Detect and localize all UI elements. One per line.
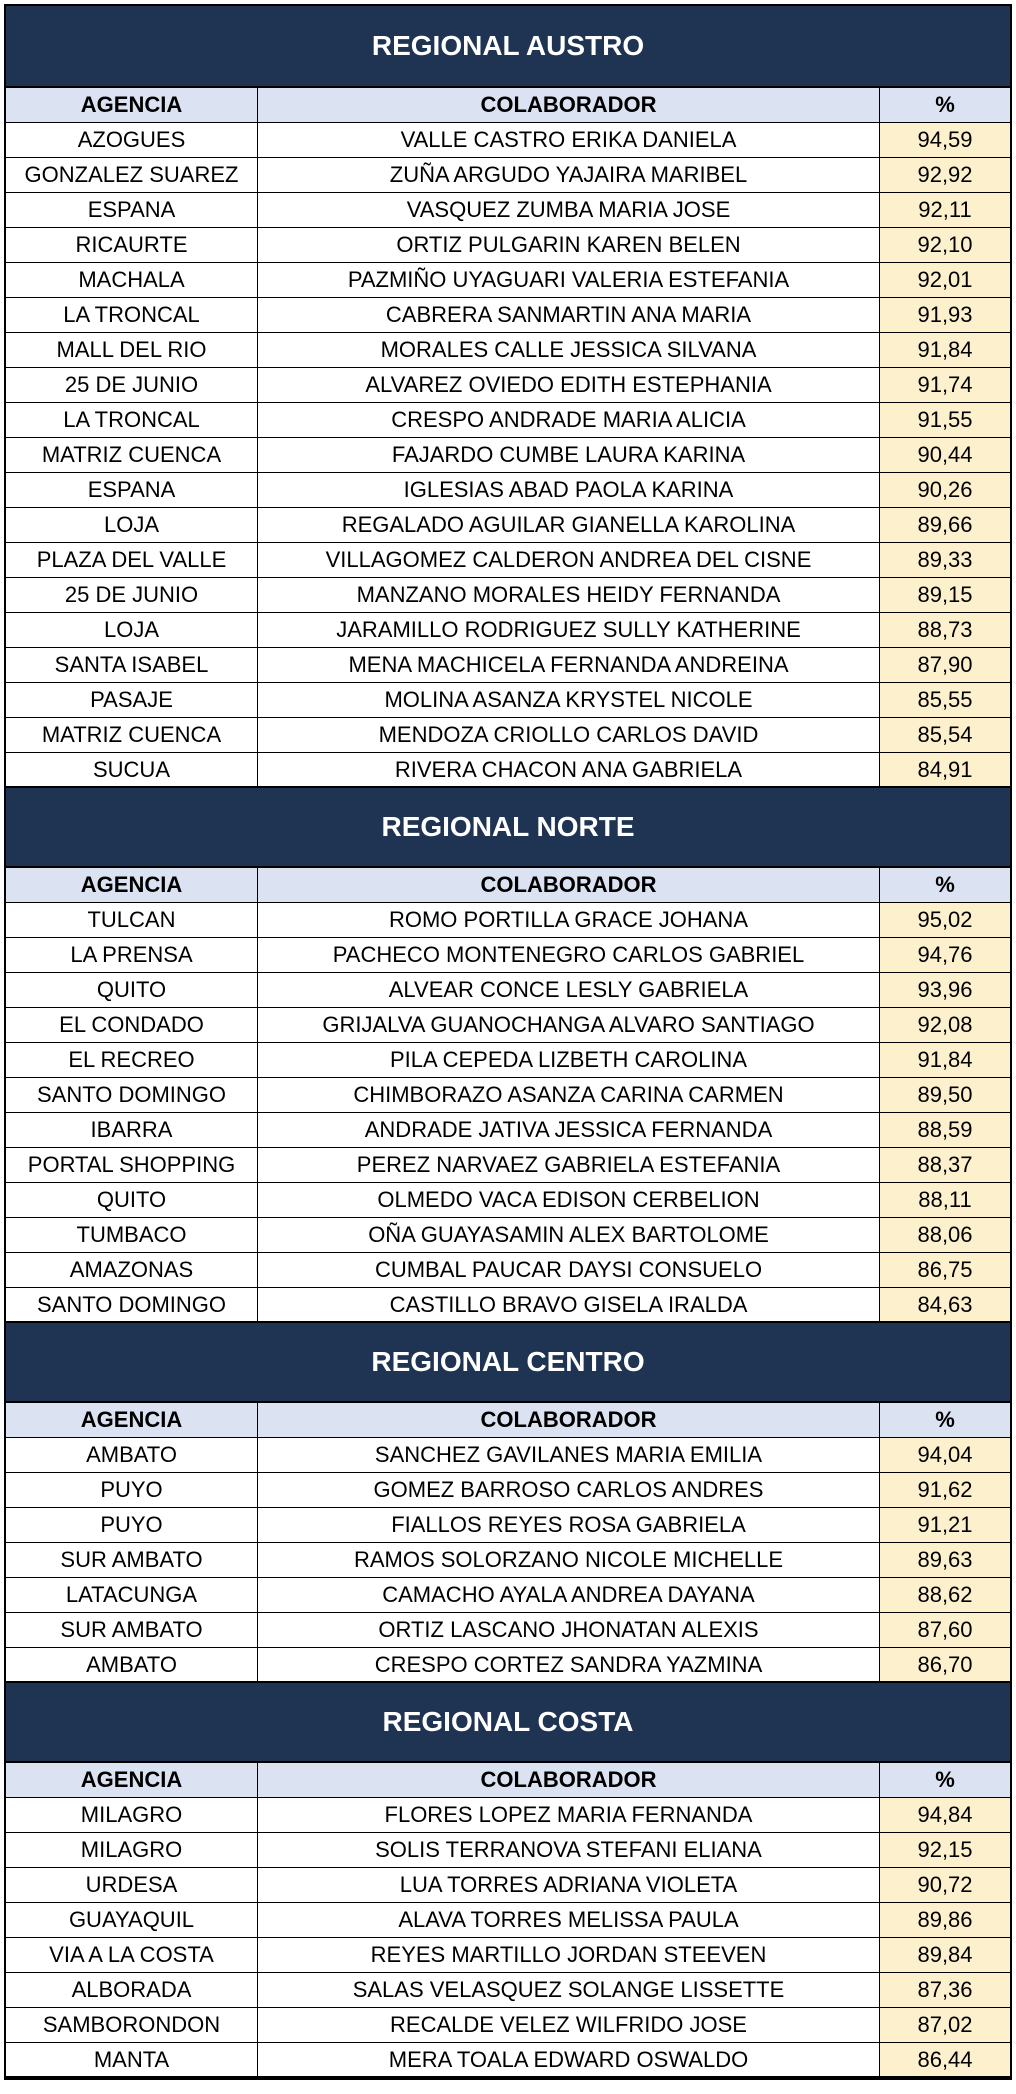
table-row — [6, 613, 1010, 648]
agencia-cell: MILAGRO — [6, 1798, 258, 1832]
colaborador-cell: RIVERA CHACON ANA GABRIELA — [258, 753, 880, 786]
percent-cell: 86,75 — [880, 1253, 1010, 1287]
agencia-cell: QUITO — [6, 973, 258, 1007]
agencia-cell: RICAURTE — [6, 228, 258, 262]
colaborador-cell: SOLIS TERRANOVA STEFANI ELIANA — [258, 1833, 880, 1867]
table-row — [6, 753, 1010, 788]
colaborador-cell: JARAMILLO RODRIGUEZ SULLY KATHERINE — [258, 613, 880, 647]
agencia-cell: GONZALEZ SUAREZ — [6, 158, 258, 192]
colaborador-cell: OLMEDO VACA EDISON CERBELION — [258, 1183, 880, 1217]
percent-cell: 91,55 — [880, 403, 1010, 437]
colaborador-cell: CRESPO ANDRADE MARIA ALICIA — [258, 403, 880, 437]
colaborador-cell: GOMEZ BARROSO CARLOS ANDRES — [258, 1473, 880, 1507]
region-title: REGIONAL CENTRO — [6, 1323, 1010, 1403]
colaborador-cell: ALVAREZ OVIEDO EDITH ESTEPHANIA — [258, 368, 880, 402]
table-row — [6, 1438, 1010, 1473]
percent-cell: 91,84 — [880, 1043, 1010, 1077]
table-row — [6, 263, 1010, 298]
header-percent: % — [880, 1403, 1010, 1437]
table-row — [6, 1543, 1010, 1578]
agencia-cell: VIA A LA COSTA — [6, 1938, 258, 1972]
table-row — [6, 2008, 1010, 2043]
percent-cell: 89,15 — [880, 578, 1010, 612]
header-percent: % — [880, 88, 1010, 122]
agencia-cell: MILAGRO — [6, 1833, 258, 1867]
percent-cell: 94,76 — [880, 938, 1010, 972]
colaborador-cell: CASTILLO BRAVO GISELA IRALDA — [258, 1288, 880, 1321]
agencia-cell: TUMBACO — [6, 1218, 258, 1252]
colaborador-cell: RAMOS SOLORZANO NICOLE MICHELLE — [258, 1543, 880, 1577]
percent-cell: 93,96 — [880, 973, 1010, 1007]
percent-cell: 92,15 — [880, 1833, 1010, 1867]
agencia-cell: LOJA — [6, 508, 258, 542]
colaborador-cell: VILLAGOMEZ CALDERON ANDREA DEL CISNE — [258, 543, 880, 577]
table-row — [6, 578, 1010, 613]
region-section — [6, 1323, 1010, 1683]
percent-cell: 90,44 — [880, 438, 1010, 472]
colaborador-cell: RECALDE VELEZ WILFRIDO JOSE — [258, 2008, 880, 2042]
colaborador-cell: PEREZ NARVAEZ GABRIELA ESTEFANIA — [258, 1148, 880, 1182]
header-colaborador: COLABORADOR — [258, 88, 880, 122]
colaborador-cell: VASQUEZ ZUMBA MARIA JOSE — [258, 193, 880, 227]
percent-cell: 86,70 — [880, 1648, 1010, 1681]
agencia-cell: MATRIZ CUENCA — [6, 438, 258, 472]
colaborador-cell: IGLESIAS ABAD PAOLA KARINA — [258, 473, 880, 507]
agencia-cell: EL RECREO — [6, 1043, 258, 1077]
percent-cell: 89,33 — [880, 543, 1010, 577]
percent-cell: 89,84 — [880, 1938, 1010, 1972]
colaborador-cell: CRESPO CORTEZ SANDRA YAZMINA — [258, 1648, 880, 1681]
table-row — [6, 718, 1010, 753]
agencia-cell: PUYO — [6, 1473, 258, 1507]
agencia-cell: SUCUA — [6, 753, 258, 786]
agencia-cell: AMBATO — [6, 1648, 258, 1681]
table-row — [6, 1508, 1010, 1543]
table-row — [6, 228, 1010, 263]
colaborador-cell: LUA TORRES ADRIANA VIOLETA — [258, 1868, 880, 1902]
percent-cell: 89,86 — [880, 1903, 1010, 1937]
percent-cell: 88,73 — [880, 613, 1010, 647]
header-agencia: AGENCIA — [6, 1763, 258, 1797]
percent-cell: 94,04 — [880, 1438, 1010, 1472]
agencia-cell: LA TRONCAL — [6, 403, 258, 437]
colaborador-cell: FLORES LOPEZ MARIA FERNANDA — [258, 1798, 880, 1832]
colaborador-cell: GRIJALVA GUANOCHANGA ALVARO SANTIAGO — [258, 1008, 880, 1042]
percent-cell: 91,84 — [880, 333, 1010, 367]
percent-cell: 89,66 — [880, 508, 1010, 542]
colaborador-cell: FAJARDO CUMBE LAURA KARINA — [258, 438, 880, 472]
colaborador-cell: ORTIZ LASCANO JHONATAN ALEXIS — [258, 1613, 880, 1647]
table-row — [6, 1868, 1010, 1903]
percent-cell: 85,55 — [880, 683, 1010, 717]
colaborador-cell: CABRERA SANMARTIN ANA MARIA — [258, 298, 880, 332]
agencia-cell: LOJA — [6, 613, 258, 647]
agencia-cell: AMAZONAS — [6, 1253, 258, 1287]
table-row — [6, 1578, 1010, 1613]
colaborador-cell: ANDRADE JATIVA JESSICA FERNANDA — [258, 1113, 880, 1147]
header-agencia: AGENCIA — [6, 88, 258, 122]
percent-cell: 88,59 — [880, 1113, 1010, 1147]
colaborador-cell: PAZMIÑO UYAGUARI VALERIA ESTEFANIA — [258, 263, 880, 297]
agencia-cell: LATACUNGA — [6, 1578, 258, 1612]
table-row — [6, 473, 1010, 508]
table-row — [6, 1973, 1010, 2008]
percent-cell: 94,84 — [880, 1798, 1010, 1832]
agencia-cell: GUAYAQUIL — [6, 1903, 258, 1937]
column-header-row — [6, 868, 1010, 903]
region-section — [6, 6, 1010, 788]
agencia-cell: MATRIZ CUENCA — [6, 718, 258, 752]
agencia-cell: QUITO — [6, 1183, 258, 1217]
table-row — [6, 123, 1010, 158]
header-agencia: AGENCIA — [6, 1403, 258, 1437]
agencia-cell: PORTAL SHOPPING — [6, 1148, 258, 1182]
percent-cell: 84,63 — [880, 1288, 1010, 1321]
region-title: REGIONAL NORTE — [6, 788, 1010, 868]
region-section — [6, 788, 1010, 1323]
column-header-row — [6, 1403, 1010, 1438]
percent-cell: 87,60 — [880, 1613, 1010, 1647]
agencia-cell: ESPANA — [6, 193, 258, 227]
agencia-cell: MACHALA — [6, 263, 258, 297]
table-row — [6, 973, 1010, 1008]
agencia-cell: PASAJE — [6, 683, 258, 717]
percent-cell: 91,93 — [880, 298, 1010, 332]
agencia-cell: SANTA ISABEL — [6, 648, 258, 682]
agencia-cell: PUYO — [6, 1508, 258, 1542]
table-row — [6, 1613, 1010, 1648]
colaborador-cell: PACHECO MONTENEGRO CARLOS GABRIEL — [258, 938, 880, 972]
percent-cell: 87,36 — [880, 1973, 1010, 2007]
colaborador-cell: ORTIZ PULGARIN KAREN BELEN — [258, 228, 880, 262]
agencia-cell: LA TRONCAL — [6, 298, 258, 332]
agencia-cell: IBARRA — [6, 1113, 258, 1147]
colaborador-cell: FIALLOS REYES ROSA GABRIELA — [258, 1508, 880, 1542]
colaborador-cell: ALAVA TORRES MELISSA PAULA — [258, 1903, 880, 1937]
colaborador-cell: MOLINA ASANZA KRYSTEL NICOLE — [258, 683, 880, 717]
table-row — [6, 1473, 1010, 1508]
colaborador-cell: ZUÑA ARGUDO YAJAIRA MARIBEL — [258, 158, 880, 192]
percent-cell: 88,62 — [880, 1578, 1010, 1612]
table-row — [6, 543, 1010, 578]
agencia-cell: MALL DEL RIO — [6, 333, 258, 367]
header-colaborador: COLABORADOR — [258, 1403, 880, 1437]
colaborador-cell: REGALADO AGUILAR GIANELLA KAROLINA — [258, 508, 880, 542]
colaborador-cell: SALAS VELASQUEZ SOLANGE LISSETTE — [258, 1973, 880, 2007]
region-title: REGIONAL AUSTRO — [6, 6, 1010, 88]
header-colaborador: COLABORADOR — [258, 868, 880, 902]
percent-cell: 91,21 — [880, 1508, 1010, 1542]
percent-cell: 94,59 — [880, 123, 1010, 157]
percent-cell: 89,63 — [880, 1543, 1010, 1577]
colaborador-cell: MORALES CALLE JESSICA SILVANA — [258, 333, 880, 367]
table-row — [6, 438, 1010, 473]
percent-cell: 92,08 — [880, 1008, 1010, 1042]
agencia-cell: EL CONDADO — [6, 1008, 258, 1042]
agencia-cell: MANTA — [6, 2043, 258, 2076]
table-row — [6, 648, 1010, 683]
colaborador-cell: REYES MARTILLO JORDAN STEEVEN — [258, 1938, 880, 1972]
table-row — [6, 158, 1010, 193]
percent-cell: 92,01 — [880, 263, 1010, 297]
table-row — [6, 1218, 1010, 1253]
colaborador-cell: MERA TOALA EDWARD OSWALDO — [258, 2043, 880, 2076]
agencia-cell: ALBORADA — [6, 1973, 258, 2007]
percent-cell: 90,26 — [880, 473, 1010, 507]
table-row — [6, 1648, 1010, 1683]
table-row — [6, 508, 1010, 543]
table-row — [6, 403, 1010, 438]
table-row — [6, 193, 1010, 228]
agencia-cell: 25 DE JUNIO — [6, 368, 258, 402]
colaborador-cell: MENA MACHICELA FERNANDA ANDREINA — [258, 648, 880, 682]
table-row — [6, 683, 1010, 718]
percent-cell: 88,11 — [880, 1183, 1010, 1217]
header-percent: % — [880, 1763, 1010, 1797]
table-row — [6, 1113, 1010, 1148]
table-row — [6, 903, 1010, 938]
percent-cell: 92,92 — [880, 158, 1010, 192]
table-row — [6, 2043, 1010, 2078]
table-row — [6, 1183, 1010, 1218]
header-percent: % — [880, 868, 1010, 902]
table-row — [6, 333, 1010, 368]
agencia-cell: SAMBORONDON — [6, 2008, 258, 2042]
colaborador-cell: CAMACHO AYALA ANDREA DAYANA — [258, 1578, 880, 1612]
header-agencia: AGENCIA — [6, 868, 258, 902]
table-row — [6, 1938, 1010, 1973]
percent-cell: 87,02 — [880, 2008, 1010, 2042]
agencia-cell: SANTO DOMINGO — [6, 1078, 258, 1112]
colaborador-cell: CHIMBORAZO ASANZA CARINA CARMEN — [258, 1078, 880, 1112]
percent-cell: 91,62 — [880, 1473, 1010, 1507]
ranking-sheet — [4, 4, 1012, 2080]
colaborador-cell: OÑA GUAYASAMIN ALEX BARTOLOME — [258, 1218, 880, 1252]
agencia-cell: LA PRENSA — [6, 938, 258, 972]
percent-cell: 87,90 — [880, 648, 1010, 682]
agencia-cell: AMBATO — [6, 1438, 258, 1472]
column-header-row — [6, 1763, 1010, 1798]
table-row — [6, 1253, 1010, 1288]
colaborador-cell: SANCHEZ GAVILANES MARIA EMILIA — [258, 1438, 880, 1472]
colaborador-cell: CUMBAL PAUCAR DAYSI CONSUELO — [258, 1253, 880, 1287]
colaborador-cell: ROMO PORTILLA GRACE JOHANA — [258, 903, 880, 937]
agencia-cell: AZOGUES — [6, 123, 258, 157]
table-row — [6, 1043, 1010, 1078]
percent-cell: 95,02 — [880, 903, 1010, 937]
colaborador-cell: PILA CEPEDA LIZBETH CAROLINA — [258, 1043, 880, 1077]
percent-cell: 86,44 — [880, 2043, 1010, 2076]
agencia-cell: 25 DE JUNIO — [6, 578, 258, 612]
percent-cell: 88,37 — [880, 1148, 1010, 1182]
table-row — [6, 1833, 1010, 1868]
table-row — [6, 1148, 1010, 1183]
percent-cell: 90,72 — [880, 1868, 1010, 1902]
region-title: REGIONAL COSTA — [6, 1683, 1010, 1763]
agencia-cell: SUR AMBATO — [6, 1543, 258, 1577]
percent-cell: 92,11 — [880, 193, 1010, 227]
agencia-cell: SANTO DOMINGO — [6, 1288, 258, 1321]
percent-cell: 91,74 — [880, 368, 1010, 402]
column-header-row — [6, 88, 1010, 123]
colaborador-cell: ALVEAR CONCE LESLY GABRIELA — [258, 973, 880, 1007]
table-row — [6, 368, 1010, 403]
colaborador-cell: VALLE CASTRO ERIKA DANIELA — [258, 123, 880, 157]
colaborador-cell: MANZANO MORALES HEIDY FERNANDA — [258, 578, 880, 612]
table-row — [6, 1078, 1010, 1113]
agencia-cell: ESPANA — [6, 473, 258, 507]
region-section — [6, 1683, 1010, 2078]
percent-cell: 89,50 — [880, 1078, 1010, 1112]
percent-cell: 88,06 — [880, 1218, 1010, 1252]
header-colaborador: COLABORADOR — [258, 1763, 880, 1797]
table-row — [6, 1288, 1010, 1323]
table-row — [6, 1008, 1010, 1043]
percent-cell: 84,91 — [880, 753, 1010, 786]
table-row — [6, 1903, 1010, 1938]
table-row — [6, 938, 1010, 973]
agencia-cell: URDESA — [6, 1868, 258, 1902]
percent-cell: 92,10 — [880, 228, 1010, 262]
agencia-cell: SUR AMBATO — [6, 1613, 258, 1647]
table-row — [6, 298, 1010, 333]
colaborador-cell: MENDOZA CRIOLLO CARLOS DAVID — [258, 718, 880, 752]
table-row — [6, 1798, 1010, 1833]
agencia-cell: PLAZA DEL VALLE — [6, 543, 258, 577]
percent-cell: 85,54 — [880, 718, 1010, 752]
agencia-cell: TULCAN — [6, 903, 258, 937]
